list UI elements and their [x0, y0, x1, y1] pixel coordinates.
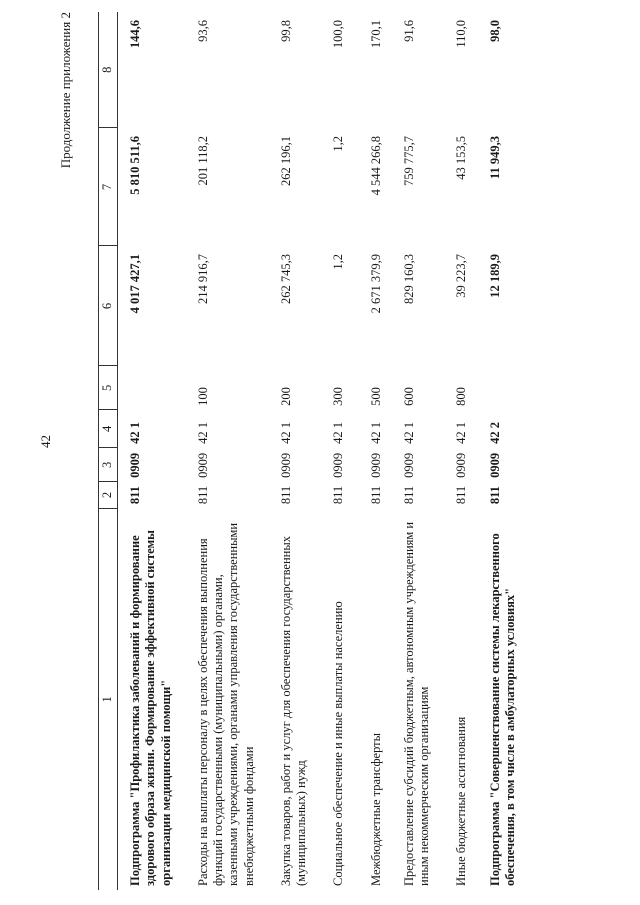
table-row-subprogram-1	[118, 12, 174, 890]
row-name: Расходы на выплаты персоналу в целях обеспечения выполнения функций государственными (муниципальными) органами, казенными учреждениями, органами управления государственными внебюджетными фондами	[195, 522, 256, 886]
cell-expense-code: 600	[401, 387, 416, 406]
cell-actual: 759 775,7	[401, 136, 416, 186]
cell-plan: 829 160,3	[401, 253, 416, 304]
cell-admin-code: 811	[278, 485, 293, 505]
cell-plan: 12 189,9	[487, 253, 502, 298]
cell-expense-code: 200	[278, 387, 293, 406]
cell-admin-code: 811	[487, 486, 502, 505]
cell-section-code: 0909	[278, 452, 293, 478]
row-name: Подпрограмма "Совершенствование системы лекарственного обеспечения, в том числе в амбулаторных условиях"	[487, 533, 517, 886]
cell-target-code: 42 1	[401, 422, 416, 444]
header-cell: 7	[99, 128, 118, 246]
row-name: Социальное обеспечение и иные выплаты населению	[331, 601, 346, 886]
cell-percent: 99,8	[278, 20, 293, 42]
header-cell: 2	[99, 482, 118, 508]
cell-actual: 1,2	[331, 136, 346, 152]
header-row	[99, 12, 118, 890]
cell-actual: 5 810 511,6	[128, 136, 142, 195]
cell-percent: 98,0	[487, 20, 502, 42]
cell-expense-code: 500	[368, 387, 383, 406]
cell-percent: 91,6	[401, 20, 416, 42]
cell-target-code: 42 1	[278, 422, 293, 444]
cell-admin-code: 811	[401, 485, 416, 505]
cell-target-code: 42 1	[454, 422, 469, 444]
cell-percent: 93,6	[195, 20, 210, 42]
cell-expense-code	[118, 366, 174, 410]
header-cell: 5	[99, 366, 118, 410]
cell-percent: 144,6	[128, 20, 142, 49]
cell-plan: 1,2	[331, 253, 346, 270]
budget-table	[98, 12, 518, 890]
table-row-subprogram-2	[470, 12, 519, 890]
row-name: Закупка товаров, работ и услуг для обеспечения государственных (муниципальных) нужд	[278, 535, 308, 886]
cell-admin-code: 811	[368, 485, 383, 505]
header-cell: 6	[99, 246, 118, 366]
cell-expense-code: 800	[454, 387, 469, 406]
header-cell: 8	[99, 12, 118, 128]
cell-section-code: 0909	[331, 452, 346, 478]
cell-target-code: 42 1	[368, 422, 383, 444]
table-row	[347, 12, 384, 890]
cell-admin-code: 811	[128, 486, 142, 505]
table-row	[174, 12, 257, 890]
cell-section-code: 0909	[487, 452, 502, 478]
table-row	[309, 12, 346, 890]
table-row	[432, 12, 469, 890]
cell-target-code: 42 2	[487, 422, 502, 444]
header-cell: 3	[99, 448, 118, 482]
cell-section-code: 0909	[368, 452, 383, 478]
cell-admin-code: 811	[454, 485, 469, 505]
cell-plan: 4 017 427,1	[128, 253, 142, 314]
cell-admin-code: 811	[331, 485, 346, 505]
row-name: Межбюджетные трансферты	[368, 732, 383, 886]
cell-actual: 43 153,5	[454, 136, 469, 180]
cell-section-code: 0909	[401, 452, 416, 478]
cell-expense-code	[470, 366, 519, 410]
cell-target-code: 42 1	[128, 422, 142, 444]
header-cell: 1	[99, 508, 118, 890]
cell-expense-code: 300	[331, 387, 346, 406]
cell-actual: 4 544 266,8	[368, 136, 383, 196]
cell-plan: 39 223,7	[454, 253, 469, 298]
cell-admin-code: 811	[195, 485, 210, 505]
cell-expense-code: 100	[195, 387, 210, 406]
cell-percent: 170,1	[368, 20, 383, 49]
cell-section-code: 0909	[454, 452, 469, 478]
cell-actual: 201 118,2	[195, 136, 210, 186]
cell-section-code: 0909	[195, 452, 210, 478]
table-row	[257, 12, 310, 890]
row-name: Подпрограмма "Профилактика заболеваний и формирование здорового образа жизни. Формирование эффективной системы организации медицинской помощи"	[128, 530, 173, 886]
row-name: Предоставление субсидий бюджетным, автономным учреждениям и иным некоммерческим организациям	[401, 521, 431, 886]
page-number: 42	[38, 435, 53, 448]
cell-plan: 214 916,7	[195, 253, 210, 304]
cell-target-code: 42 1	[195, 422, 210, 444]
cell-target-code: 42 1	[331, 422, 346, 444]
cell-plan: 2 671 379,9	[368, 253, 383, 314]
cell-percent: 110,0	[454, 20, 469, 48]
header-cell: 4	[99, 410, 118, 448]
cell-plan: 262 745,3	[278, 253, 293, 304]
table-row	[384, 12, 433, 890]
continuation-label: Продолжение приложения 2	[58, 12, 73, 169]
cell-actual: 262 196,1	[278, 136, 293, 186]
row-name: Иные бюджетные ассигнования	[454, 716, 469, 886]
cell-percent: 100,0	[331, 20, 346, 49]
cell-actual: 11 949,3	[487, 136, 502, 180]
cell-section-code: 0909	[128, 452, 142, 478]
